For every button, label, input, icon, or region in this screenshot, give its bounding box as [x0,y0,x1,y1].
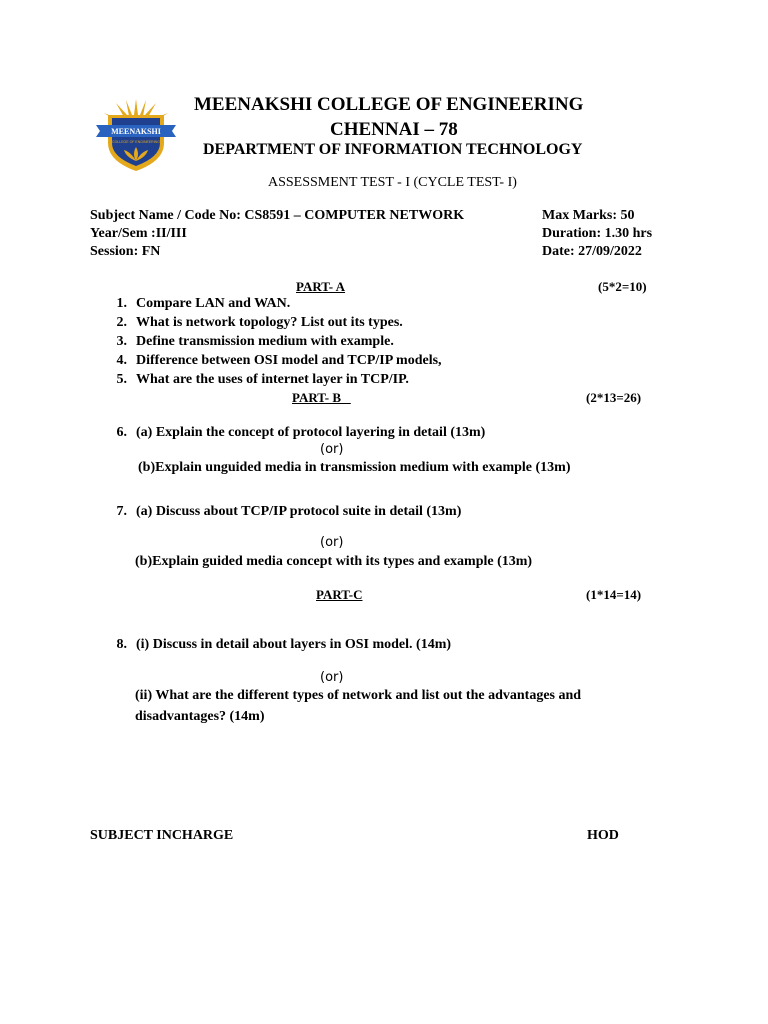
question-text: What is network topology? List out its types. [136,315,403,330]
part-a-question [104,334,394,350]
logo-banner-text: MEENAKSHI [111,127,161,136]
question-number: 3. [116,334,127,349]
part-a-question [104,372,409,388]
part-a-marks: (5*2=10) [598,279,647,294]
college-crest-icon [94,95,178,173]
question-text: Compare LAN and WAN. [136,296,291,311]
question-8ii-line1: (ii) What are the different types of network and list out the advantages and [135,688,582,703]
or-separator: (or) [320,535,344,550]
duration-info: Duration: 1.30 hrs [542,226,653,241]
logo-sub-text: COLLEGE OF ENGINEERING [112,140,160,144]
test-title: ASSESSMENT TEST - I (CYCLE TEST- I) [268,175,517,190]
part-b-marks: (2*13=26) [586,390,642,405]
question-number: 2. [116,315,127,330]
question-6b: (b)Explain unguided media in transmission medium with example (13m) [138,460,571,475]
question-7b: (b)Explain guided media concept with its types and example (13m) [135,554,533,569]
part-c-marks: (1*14=14) [586,587,642,602]
question-number: 6. [116,425,127,440]
question-text: What are the uses of internet layer in TCP/IP. [136,372,409,387]
part-b-title: PART- B [292,390,351,405]
part-a-question [104,353,442,369]
question-text: (a) Explain the concept of protocol layering in detail (13m) [136,425,486,440]
part-a-title: PART- A [296,279,346,294]
subject-info: Subject Name / Code No: CS8591 – COMPUTER NETWORK [90,208,465,223]
question-text: Difference between OSI model and TCP/IP models, [136,353,442,368]
question-7a [104,504,461,520]
college-name: MEENAKSHI COLLEGE OF ENGINEERING [194,94,584,115]
question-8ii-line2: disadvantages? (14m) [135,709,265,724]
question-text: (i) Discuss in detail about layers in OSI model. (14m) [136,637,452,652]
hod-signature: HOD [587,828,619,843]
question-text: (a) Discuss about TCP/IP protocol suite in detail (13m) [136,504,462,519]
question-number: 1. [116,296,127,311]
or-separator: (or) [320,442,344,457]
college-logo [94,95,178,173]
date-info: Date: 27/09/2022 [542,244,642,259]
part-a-question [104,315,403,331]
question-6a [104,425,485,441]
college-city: CHENNAI – 78 [330,119,458,140]
part-a-question [104,296,290,312]
part-c-title: PART-C [316,587,363,602]
question-number: 4. [116,353,127,368]
max-marks-info: Max Marks: 50 [542,208,635,223]
question-8i [104,637,451,653]
question-number: 8. [116,637,127,652]
year-sem-info: Year/Sem :II/III [90,226,187,241]
session-info: Session: FN [90,244,161,259]
subject-incharge-signature: SUBJECT INCHARGE [90,828,234,843]
or-separator: (or) [320,670,344,685]
question-number: 7. [116,504,127,519]
question-number: 5. [116,372,127,387]
question-text: Define transmission medium with example. [136,334,394,349]
department-name: DEPARTMENT OF INFORMATION TECHNOLOGY [203,141,583,158]
